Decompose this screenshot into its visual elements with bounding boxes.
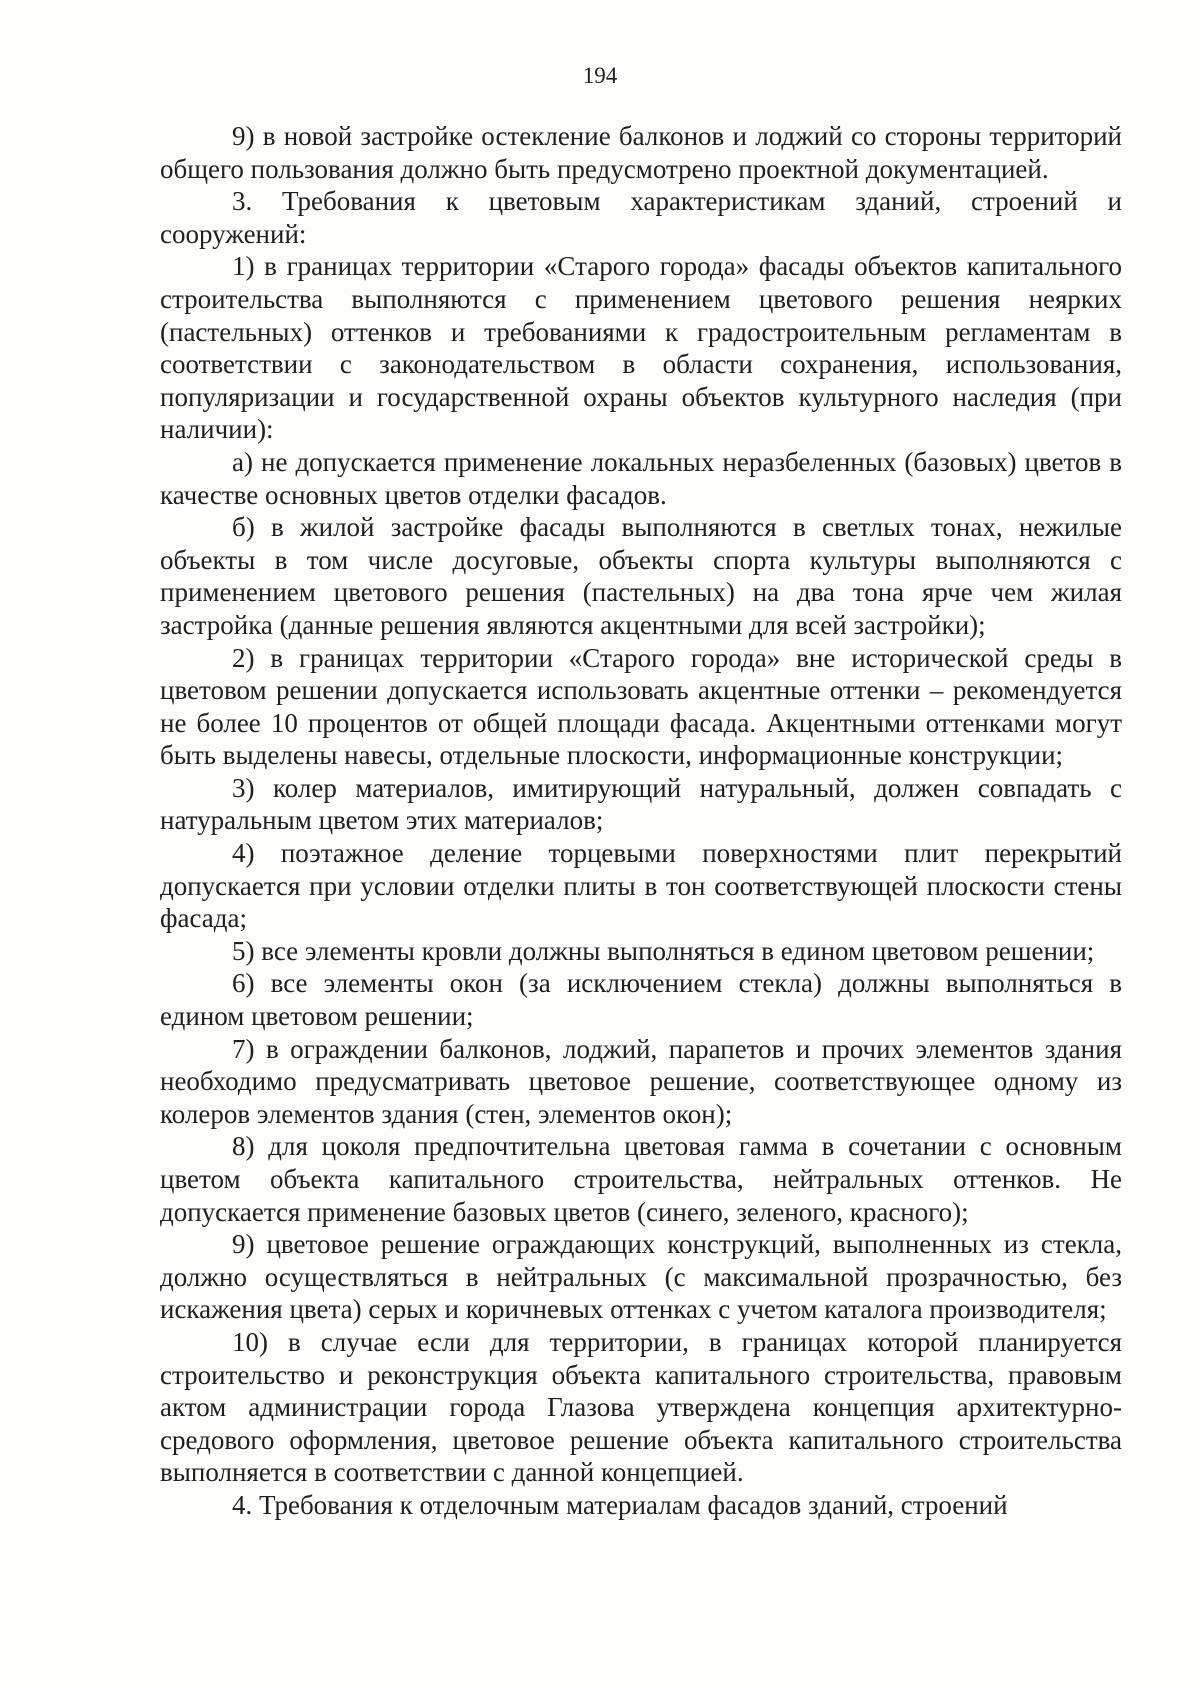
paragraph-item-4-floor-division: 4) поэтажное деление торцевыми поверхностями плит перекрытий допускается при условии отделки плиты в тон соответствующей плоскости стены фасада;: [160, 838, 1122, 934]
paragraph-item-7-balconies: 7) в ограждении балконов, лоджий, парапетов и прочих элементов здания необходимо предусматривать цветовое решение, соответствующее одному из колеров элементов здания (стен, элементов окон);: [160, 1033, 1122, 1129]
paragraph-item-9-glass: 9) цветовое решение ограждающих конструкций, выполненных из стекла, должно осуществляться в нейтральных (с максимальной прозрачностью, без искажения цвета) серых и коричневых оттенках с учетом каталога производителя;: [160, 1229, 1122, 1325]
paragraph-item-a: а) не допускается применение локальных неразбеленных (базовых) цветов в качестве основных цветов отделки фасадов.: [160, 446, 1122, 510]
paragraph-item-8-plinth: 8) для цоколя предпочтительна цветовая гамма в сочетании с основным цветом объекта капитального строительства, нейтральных оттенков. Не допускается применение базовых цветов (синего, зеленого, красного);: [160, 1131, 1122, 1227]
paragraph-item-b: б) в жилой застройке фасады выполняются в светлых тонах, нежилые объекты в том числе досуговые, объекты спорта культуры выполняются с применением цветового решения (пастельных) на два тона ярче чем жилая застройка (данные решения являются акцентными для всей застройки);: [160, 512, 1122, 640]
paragraph-item-6-windows: 6) все элементы окон (за исключением стекла) должны выполняться в едином цветовом решении;: [160, 968, 1122, 1032]
document-body: [160, 120, 1122, 1522]
section-3-heading: 3. Требования к цветовым характеристикам зданий, строений и сооружений:: [160, 186, 1122, 249]
paragraph-item-9-glazing: 9) в новой застройке остекление балконов и лоджий со стороны территорий общего пользования должно быть предусмотрено проектной документацией.: [160, 121, 1122, 184]
paragraph-item-3-color-material: 3) колер материалов, имитирующий натуральный, должен совпадать с натуральным цветом этих материалов;: [160, 772, 1122, 836]
paragraph-item-2-accent: 2) в границах территории «Старого города» вне исторической среды в цветовом решении допускается использовать акцентные оттенки – рекомендуется не более 10 процентов от общей площади фасада. Акцентными оттенками могут быть выделены навесы, отдельные плоскости, информационные конструкции;: [160, 642, 1122, 771]
paragraph-item-5-roof: 5) все элементы кровли должны выполняться в едином цветовом решении;: [232, 935, 1095, 966]
paragraph-item-1-old-town: 1) в границах территории «Старого города» фасады объектов капитального строительства выполняются с применением цветового решения неярких (пастельных) оттенков и требованиями к градостроительным регламентам в соответствии с законодательством в области сохранения, использования, популяризации и государственной охраны объектов культурного наследия (при наличии):: [160, 251, 1122, 445]
section-4-heading: 4. Требования к отделочным материалам фасадов зданий, строений: [232, 1489, 1008, 1520]
page-number: 194: [582, 63, 618, 88]
paragraph-item-10-concept: 10) в случае если для территории, в границах которой планируется строительство и реконструкция объекта капитального строительства, правовым актом администрации города Глазова утверждена концепция архитектурно-средового оформления, цветовое решение объекта капитального строительства выполняется в соответствии с данной концепцией.: [160, 1326, 1122, 1488]
